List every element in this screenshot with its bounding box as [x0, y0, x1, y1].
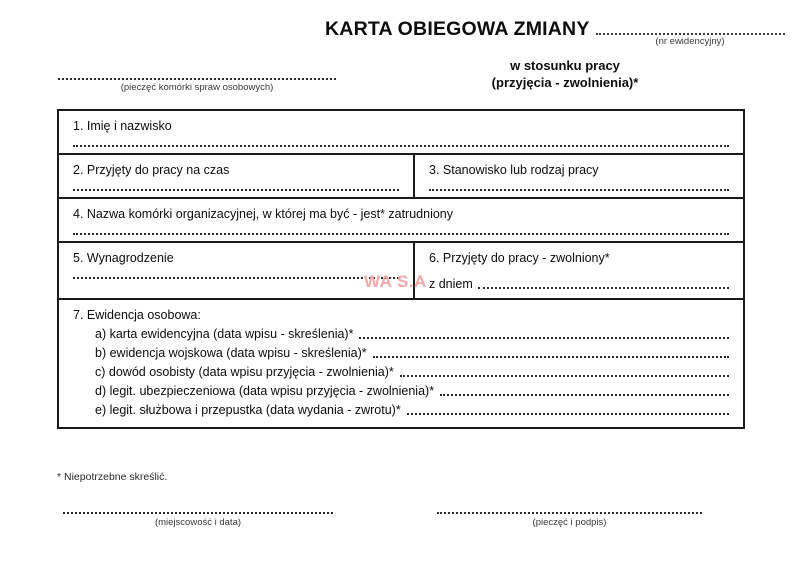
field-input-line[interactable] — [429, 189, 729, 191]
dotted-line — [73, 145, 729, 147]
field-label: 1. Imię i nazwisko — [73, 119, 172, 133]
signature-field-label: (miejscowość i data) — [154, 517, 242, 528]
subtitle — [420, 57, 710, 91]
nr-ewidencyjny-label: (nr ewidencyjny) — [655, 36, 725, 47]
dotted-line — [73, 233, 729, 235]
field-stanowisko — [415, 155, 743, 197]
field-label: 3. Stanowisko lub rodzaj pracy — [429, 163, 599, 177]
stamp-dotted-line[interactable] — [58, 78, 336, 80]
list-item — [95, 346, 733, 361]
dotted-line — [478, 287, 729, 289]
table-row-4 — [59, 243, 743, 300]
field-imie-i-nazwisko — [59, 111, 743, 153]
list-item — [95, 384, 733, 399]
section-title: 7. Ewidencja osobowa: — [73, 308, 201, 322]
dotted-line[interactable] — [400, 375, 729, 377]
field-input-line[interactable] — [73, 145, 729, 147]
list-item-label: d) legit. ubezpieczeniowa (data wpisu przyjęcia - zwolnienia)* — [95, 384, 435, 398]
table-row-1 — [59, 111, 743, 155]
list-item-label: e) legit. służbowa i przepustka (data wydania - zwrotu)* — [95, 403, 401, 417]
field-wynagrodzenie — [59, 243, 415, 298]
dotted-line — [429, 189, 729, 191]
field-input-line[interactable] — [73, 189, 399, 191]
table-row-3 — [59, 199, 743, 243]
table-row-2 — [59, 155, 743, 199]
field-nazwa-komorki — [59, 199, 743, 241]
signature-field-stamp-signature — [437, 512, 702, 528]
list-item-label: c) dowód osobisty (data wpisu przyjęcia - zwolnienia)* — [95, 365, 394, 379]
dotted-line[interactable] — [437, 512, 702, 514]
table-row-5 — [59, 300, 743, 427]
nr-ewidencyjny-field[interactable] — [596, 33, 785, 35]
list-item-label: b) ewidencja wojskowa (data wpisu - skreślenia)* — [95, 346, 367, 360]
page-title: KARTA OBIEGOWA ZMIANY — [325, 18, 590, 40]
subtitle-line-2: (przyjęcia - zwolnienia)* — [491, 75, 639, 90]
subtitle-line-1: w stosunku pracy — [510, 58, 620, 73]
dotted-line[interactable] — [63, 512, 333, 514]
stamp-field — [58, 78, 336, 93]
stamp-field-label: (pieczęć komórki spraw osobowych) — [120, 82, 274, 93]
field-inline-label: z dniem — [429, 277, 473, 291]
dotted-line[interactable] — [407, 413, 729, 415]
field-przyjety-zwolniony — [415, 243, 743, 298]
signature-field-place-date — [63, 512, 333, 528]
field-label: 5. Wynagrodzenie — [73, 251, 174, 265]
field-input-line[interactable] — [429, 277, 729, 292]
dotted-line[interactable] — [440, 394, 729, 396]
dotted-line[interactable] — [373, 356, 729, 358]
list-item-label: a) karta ewidencyjna (data wpisu - skreślenia)* — [95, 327, 354, 341]
field-label: 6. Przyjęty do pracy - zwolniony* — [429, 251, 610, 265]
field-input-line[interactable] — [73, 233, 729, 235]
dotted-line — [73, 189, 399, 191]
watermark: WA S.A — [364, 272, 427, 291]
dotted-line — [73, 277, 399, 279]
field-label: 2. Przyjęty do pracy na czas — [73, 163, 230, 177]
footnote: * Niepotrzebne skreślić. — [57, 471, 168, 483]
section-ewidencja-osobowa — [59, 300, 743, 427]
list-item — [95, 327, 733, 342]
list-item — [95, 365, 733, 380]
field-label: 4. Nazwa komórki organizacyjnej, w której ma być - jest* zatrudniony — [73, 207, 454, 221]
field-input-line[interactable] — [73, 277, 399, 279]
dotted-line[interactable] — [359, 337, 729, 339]
form-table — [57, 109, 745, 429]
list-item — [95, 403, 733, 418]
field-przyjety-na-czas — [59, 155, 415, 197]
signature-field-label: (pieczęć i podpis) — [532, 517, 607, 528]
